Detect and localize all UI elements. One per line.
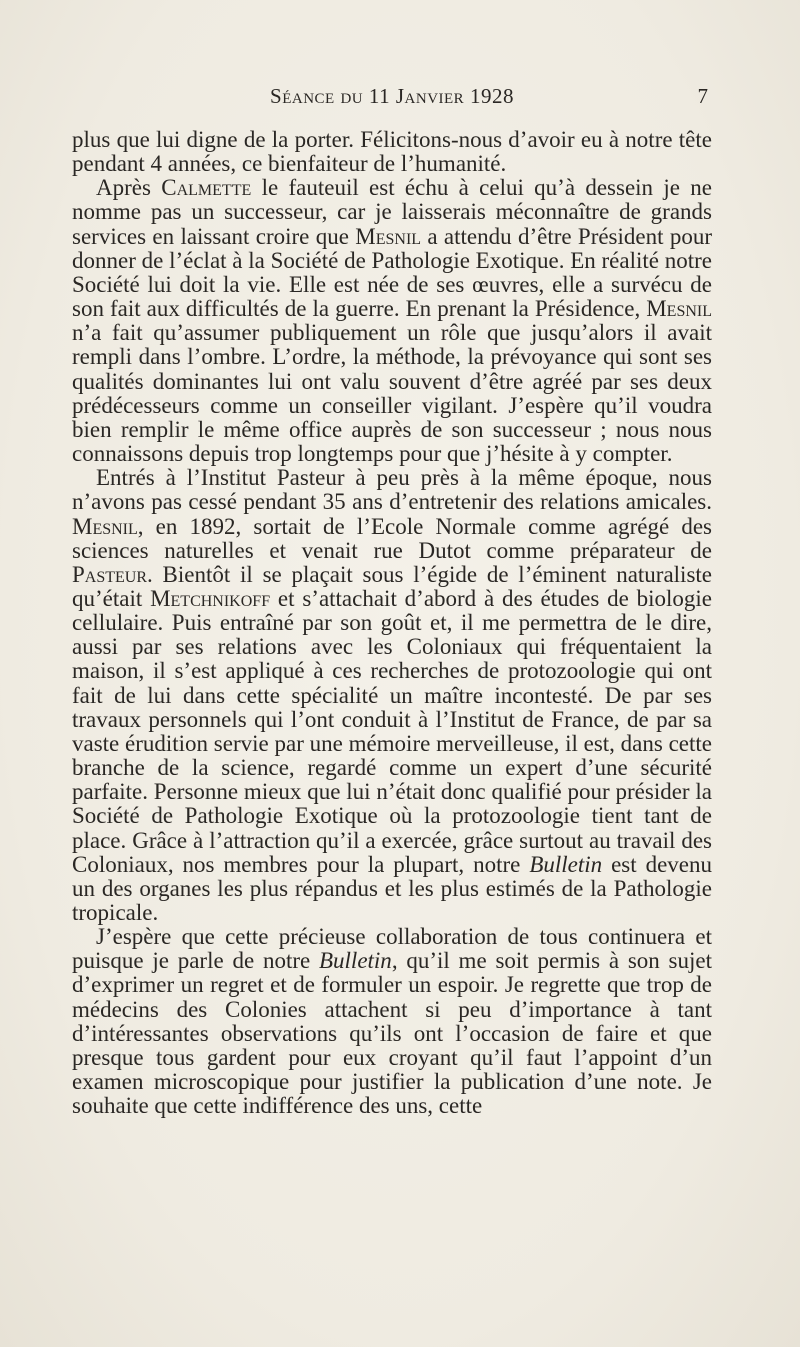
journal-title: Bulletin <box>529 851 603 877</box>
page-header <box>72 84 712 114</box>
paragraph-1 <box>72 128 712 176</box>
running-head: Séance du 11 Janvier 1928 <box>270 84 514 108</box>
paragraph-text: le fauteuil est échu à celui qu’à dessein je ne nomme pas un successeur, car je laisserais méconnaître de grands services en laissant croire que <box>72 175 712 249</box>
paragraph-text: . Bientôt il se plaçait sous l’égide de l’éminent naturaliste qu’était <box>72 561 712 611</box>
paragraph-4 <box>72 925 712 1118</box>
paragraph-text: , qu’il me soit permis à son sujet d’exprimer un regret et de formuler un espoir. Je regrette que trop de médecins des Colonies attachent si peu d’importance à tant d’intéressantes observations qu’ils ont l’occasion de faire et que presque tous gardent pour eux croyant qu’il faut l’appoint d’un examen microscopique pour justifier la publication d’une note. Je souhaite que cette indifférence des uns, cette <box>72 948 712 1119</box>
paragraph-text: plus que lui digne de la porter. Félicitons-nous d’avoir eu à notre tête pendant 4 années, ce bienfaiteur de l’humanité. <box>72 127 712 177</box>
paragraph-text: a attendu d’être Président pour donner de l’éclat à la Société de Pathologie Exotique. En réalité notre Société lui doit la vie. Elle est née de ses œuvres, elle a survécu de son fait aux difficultés de la guerre. En prenant la Présidence, <box>72 223 712 322</box>
paragraph-text: Après <box>96 175 162 201</box>
paragraph-text: est devenu un des organes les plus répandus et les plus estimés de la Pathologie tropicale. <box>72 851 712 925</box>
body-text <box>72 128 712 1118</box>
paragraph-3 <box>72 466 712 925</box>
paragraph-text: J’espère que cette précieuse collaboration de tous continuera et puisque je parle de notre <box>72 924 712 974</box>
person-name: Mesnil <box>72 513 138 539</box>
paragraph-text: et s’attachait d’abord à des études de biologie cellulaire. Puis entraîné par son goût et, il me permettra de le dire, aussi par ses relations avec les Coloniaux qui fréquentaient la maison, il s’est appliqué à ces recherches de protozoologie qui ont fait de lui dans cette spécialité un maître incontesté. De par ses travaux personnels qui l’ont conduit à l’Institut de France, de par sa vaste érudition servie par une mémoire merveilleuse, il est, dans cette branche de la science, regardé comme un expert d’une sécurité parfaite. Personne mieux que lui n’était donc qualifié pour présider la Société de Pathologie Exotique où la protozoologie tient tant de place. Grâce à l’attraction qu’il a exercée, grâce surtout au travail des Coloniaux, nos membres pour la plupart, notre <box>72 585 713 877</box>
person-name: Pasteur <box>72 561 148 587</box>
paragraph-text: Entrés à l’Institut Pasteur à peu près à la même époque, nous n’avons pas cessé pendant 35 ans d’entretenir des relations amicales. <box>72 465 712 515</box>
person-name: Mesnil <box>646 296 712 322</box>
person-name: Mesnil <box>355 223 422 249</box>
person-name: Metchnikoff <box>150 585 271 611</box>
paragraph-text: , en 1892, sortait de l’Ecole Normale comme agrégé des sciences naturelles et venait rue Dutot comme préparateur de <box>72 513 712 563</box>
paragraph-text: n’a fait qu’assumer publiquement un rôle que jusqu’alors il avait rempli dans l’ombre. L’ordre, la méthode, la prévoyance qui sont ses qualités dominantes lui ont valu souvent d’être agréé par ses deux prédécesseurs comme un conseiller vigilant. J’espère qu’il voudra bien remplir le même office auprès de son successeur ; nous nous connaissons depuis trop longtemps pour que j’hésite à y compter. <box>72 320 712 467</box>
journal-title: Bulletin <box>318 948 392 974</box>
paragraph-2 <box>72 176 712 466</box>
page-number: 7 <box>697 84 708 108</box>
person-name: Calmette <box>161 175 252 201</box>
